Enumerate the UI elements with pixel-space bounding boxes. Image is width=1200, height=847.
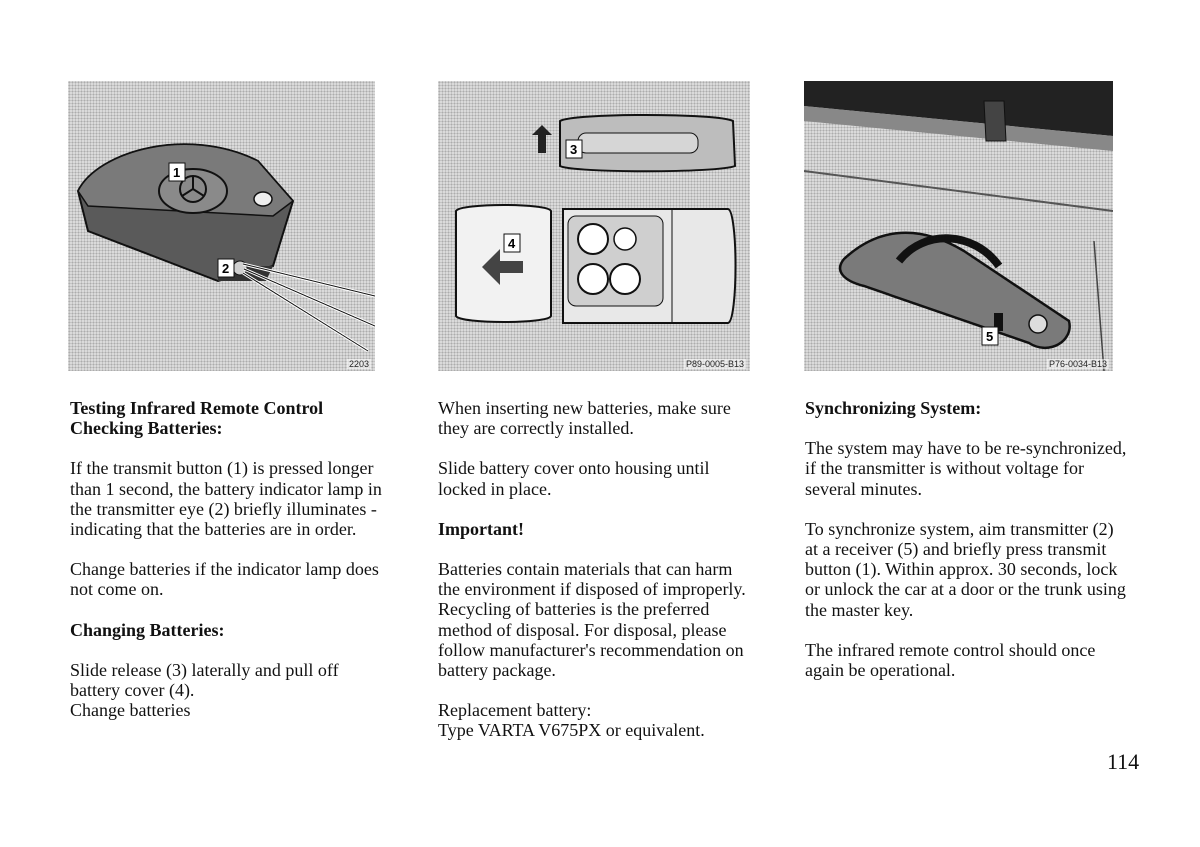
paragraph-line: battery cover (4). <box>70 680 195 701</box>
column-2 <box>438 398 756 741</box>
section-heading: Changing Batteries: <box>70 619 225 640</box>
figure-door-handle <box>804 81 1113 371</box>
door-handle-illustration <box>804 81 1113 371</box>
callout-5: 5 <box>986 329 994 344</box>
paragraph: Slide battery cover onto housing until locked in place. <box>438 458 710 499</box>
paragraph: Batteries contain materials that can harm the environment if disposed of improperly. Recycling of batteries is the preferred method of disposal. For disposal, please follow manufacturer's recommendation on battery package. <box>438 559 746 681</box>
figure-battery-compartment <box>438 81 750 371</box>
section-heading: Important! <box>438 518 524 539</box>
figure-code: 2203 <box>348 359 369 369</box>
callout-4: 4 <box>508 236 516 251</box>
paragraph: The infrared remote control should once again be operational. <box>805 639 1096 681</box>
paragraph-line: Type VARTA V675PX or equivalent. <box>438 720 705 741</box>
paragraph-line: Change batteries <box>70 700 191 721</box>
column-3 <box>805 398 1127 700</box>
page-number: 114 <box>1107 749 1140 774</box>
section-heading: Testing Infrared Remote Control <box>70 398 324 418</box>
figure-code: P76-0034-B13 <box>1048 359 1107 369</box>
callout-1: 1 <box>173 165 181 180</box>
paragraph: To synchronize system, aim transmitter (2) at a receiver (5) and briefly press transmit button (1). Within approx. 30 seconds, lock or unlock the car at a door or the trunk using the master key. <box>805 518 1126 620</box>
figure-code: P89-0005-B13 <box>685 359 744 369</box>
remote-key-illustration <box>68 81 375 371</box>
figure-remote-key <box>68 81 375 371</box>
section-heading: Synchronizing System: <box>805 398 982 418</box>
callout-3: 3 <box>570 142 578 157</box>
section-subheading: Checking Batteries: <box>70 418 223 439</box>
paragraph: When inserting new batteries, make sure they are correctly installed. <box>438 398 731 439</box>
callout-2: 2 <box>222 261 230 276</box>
paragraph-line: Replacement battery: <box>438 700 592 721</box>
paragraph-line: Slide release (3) laterally and pull off <box>70 659 339 680</box>
paragraph: The system may have to be re-synchronized, if the transmitter is without voltage for several minutes. <box>805 438 1127 499</box>
battery-compartment-illustration <box>438 81 750 371</box>
paragraph: If the transmit button (1) is pressed longer than 1 second, the battery indicator lamp in the transmitter eye (2) briefly illuminates -indicating that the batteries are in order. <box>70 458 382 540</box>
column-1 <box>70 398 388 720</box>
paragraph: Change batteries if the indicator lamp does not come on. <box>70 559 379 600</box>
